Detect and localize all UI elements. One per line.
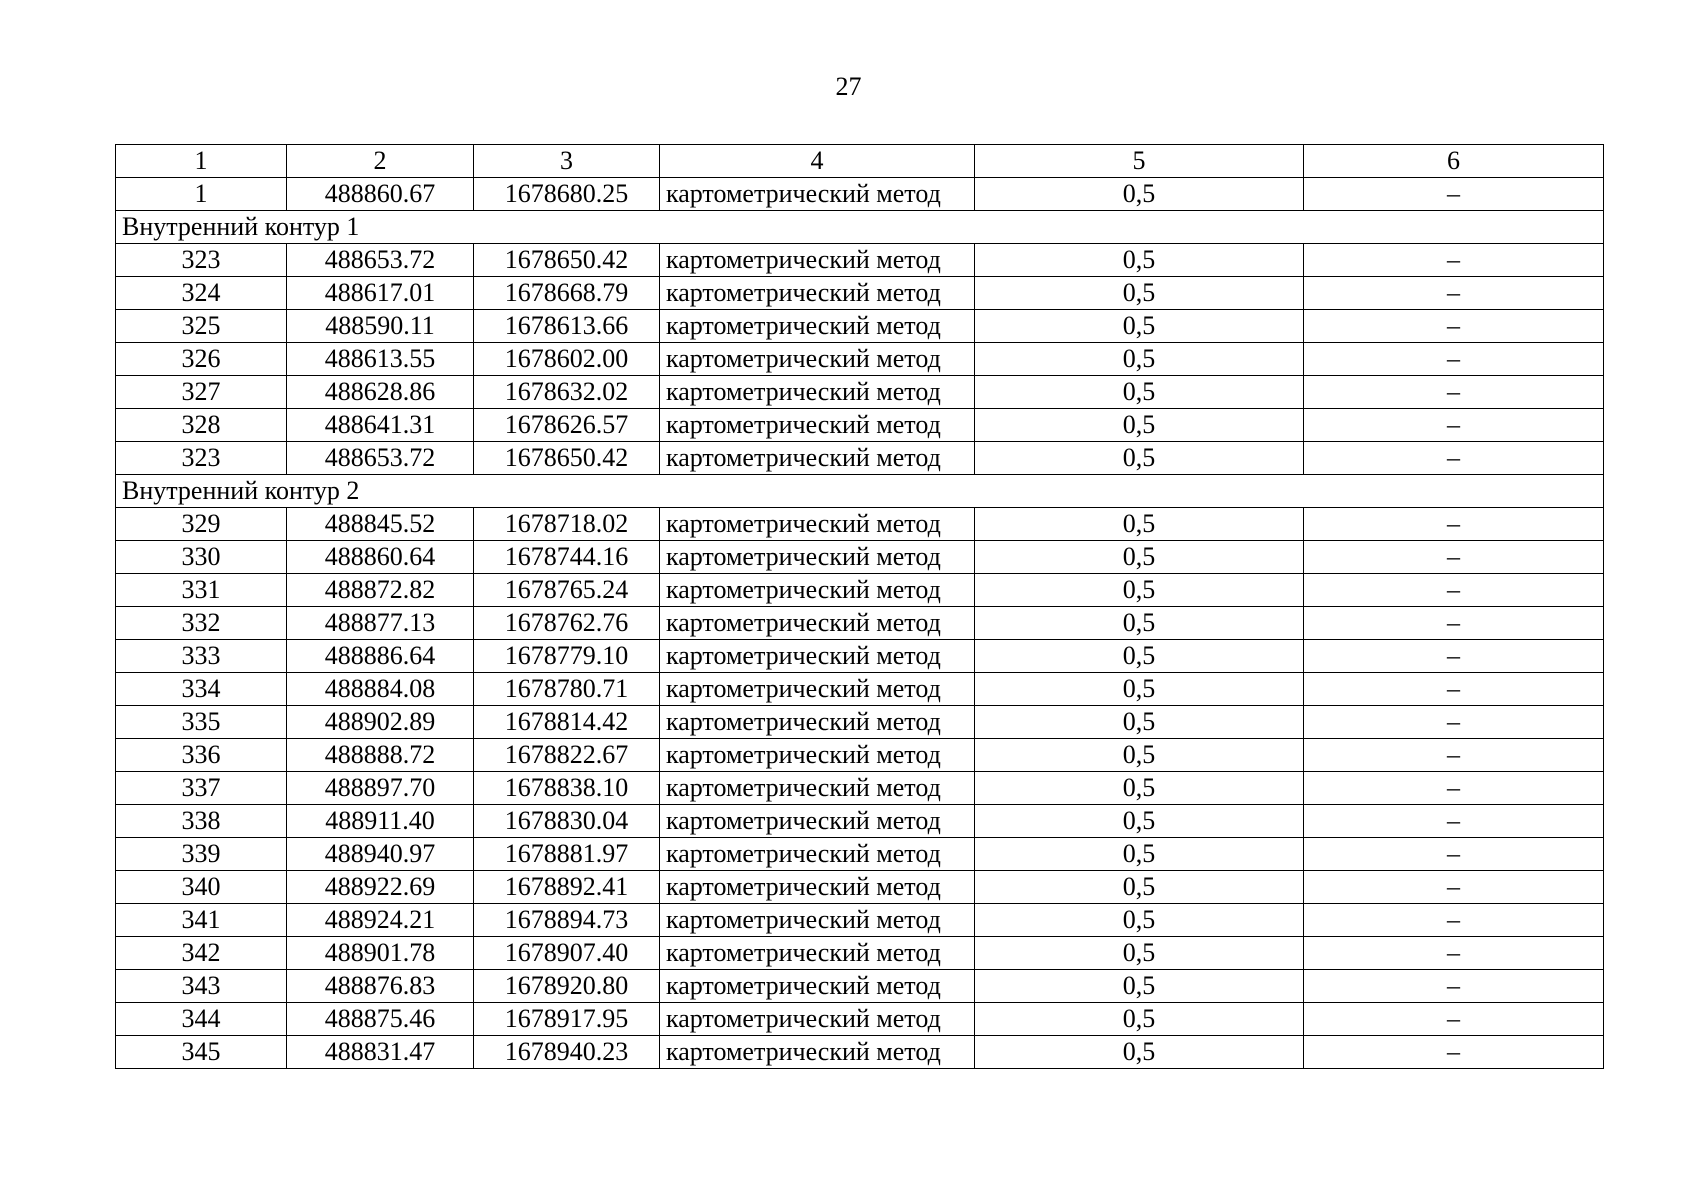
table-row	[116, 442, 1604, 475]
point-number-cell: 345	[116, 1036, 287, 1069]
accuracy-cell: 0,5	[975, 178, 1304, 211]
x-coordinate-cell: 488613.55	[287, 343, 474, 376]
x-coordinate-cell: 488617.01	[287, 277, 474, 310]
table-row	[116, 937, 1604, 970]
description-cell: –	[1304, 574, 1604, 607]
table-row	[116, 871, 1604, 904]
method-cell: картометрический метод	[660, 904, 975, 937]
column-number-cell: 5	[975, 145, 1304, 178]
accuracy-cell: 0,5	[975, 706, 1304, 739]
table-row	[116, 805, 1604, 838]
y-coordinate-cell: 1678881.97	[474, 838, 660, 871]
x-coordinate-cell: 488653.72	[287, 244, 474, 277]
description-cell: –	[1304, 706, 1604, 739]
x-coordinate-cell: 488875.46	[287, 1003, 474, 1036]
point-number-cell: 324	[116, 277, 287, 310]
description-cell: –	[1304, 739, 1604, 772]
point-number-cell: 341	[116, 904, 287, 937]
description-cell: –	[1304, 541, 1604, 574]
method-cell: картометрический метод	[660, 343, 975, 376]
table-row	[116, 904, 1604, 937]
table-row	[116, 376, 1604, 409]
y-coordinate-cell: 1678920.80	[474, 970, 660, 1003]
accuracy-cell: 0,5	[975, 607, 1304, 640]
table-row	[116, 838, 1604, 871]
method-cell: картометрический метод	[660, 541, 975, 574]
description-cell: –	[1304, 970, 1604, 1003]
x-coordinate-cell: 488590.11	[287, 310, 474, 343]
point-number-cell: 331	[116, 574, 287, 607]
x-coordinate-cell: 488911.40	[287, 805, 474, 838]
table-row	[116, 772, 1604, 805]
description-cell: –	[1304, 409, 1604, 442]
table-row	[116, 178, 1604, 211]
description-cell: –	[1304, 343, 1604, 376]
method-cell: картометрический метод	[660, 805, 975, 838]
column-number-cell: 4	[660, 145, 975, 178]
accuracy-cell: 0,5	[975, 739, 1304, 772]
y-coordinate-cell: 1678838.10	[474, 772, 660, 805]
accuracy-cell: 0,5	[975, 310, 1304, 343]
description-cell: –	[1304, 244, 1604, 277]
description-cell: –	[1304, 904, 1604, 937]
y-coordinate-cell: 1678907.40	[474, 937, 660, 970]
point-number-cell: 325	[116, 310, 287, 343]
y-coordinate-cell: 1678650.42	[474, 442, 660, 475]
table-row	[116, 706, 1604, 739]
page-number: 27	[835, 72, 862, 101]
x-coordinate-cell: 488922.69	[287, 871, 474, 904]
point-number-cell: 335	[116, 706, 287, 739]
x-coordinate-cell: 488886.64	[287, 640, 474, 673]
method-cell: картометрический метод	[660, 1036, 975, 1069]
description-cell: –	[1304, 772, 1604, 805]
description-cell: –	[1304, 376, 1604, 409]
table-row	[116, 640, 1604, 673]
accuracy-cell: 0,5	[975, 541, 1304, 574]
table-row	[116, 607, 1604, 640]
x-coordinate-cell: 488884.08	[287, 673, 474, 706]
y-coordinate-cell: 1678940.23	[474, 1036, 660, 1069]
method-cell: картометрический метод	[660, 244, 975, 277]
accuracy-cell: 0,5	[975, 838, 1304, 871]
x-coordinate-cell: 488924.21	[287, 904, 474, 937]
description-cell: –	[1304, 277, 1604, 310]
x-coordinate-cell: 488940.97	[287, 838, 474, 871]
y-coordinate-cell: 1678744.16	[474, 541, 660, 574]
accuracy-cell: 0,5	[975, 1036, 1304, 1069]
table-row	[116, 673, 1604, 706]
point-number-cell: 333	[116, 640, 287, 673]
y-coordinate-cell: 1678718.02	[474, 508, 660, 541]
y-coordinate-cell: 1678613.66	[474, 310, 660, 343]
method-cell: картометрический метод	[660, 673, 975, 706]
point-number-cell: 338	[116, 805, 287, 838]
section-label: Внутренний контур 2	[116, 475, 1604, 508]
description-cell: –	[1304, 1036, 1604, 1069]
accuracy-cell: 0,5	[975, 1003, 1304, 1036]
table-row	[116, 1036, 1604, 1069]
point-number-cell: 330	[116, 541, 287, 574]
description-cell: –	[1304, 838, 1604, 871]
method-cell: картометрический метод	[660, 310, 975, 343]
x-coordinate-cell: 488872.82	[287, 574, 474, 607]
x-coordinate-cell: 488860.67	[287, 178, 474, 211]
point-number-cell: 339	[116, 838, 287, 871]
point-number-cell: 342	[116, 937, 287, 970]
accuracy-cell: 0,5	[975, 970, 1304, 1003]
method-cell: картометрический метод	[660, 640, 975, 673]
point-number-cell: 340	[116, 871, 287, 904]
method-cell: картометрический метод	[660, 1003, 975, 1036]
point-number-cell: 1	[116, 178, 287, 211]
method-cell: картометрический метод	[660, 277, 975, 310]
accuracy-cell: 0,5	[975, 277, 1304, 310]
section-row	[116, 475, 1604, 508]
description-cell: –	[1304, 871, 1604, 904]
point-number-cell: 343	[116, 970, 287, 1003]
x-coordinate-cell: 488902.89	[287, 706, 474, 739]
x-coordinate-cell: 488876.83	[287, 970, 474, 1003]
x-coordinate-cell: 488628.86	[287, 376, 474, 409]
description-cell: –	[1304, 178, 1604, 211]
x-coordinate-cell: 488897.70	[287, 772, 474, 805]
y-coordinate-cell: 1678780.71	[474, 673, 660, 706]
method-cell: картометрический метод	[660, 838, 975, 871]
accuracy-cell: 0,5	[975, 904, 1304, 937]
accuracy-cell: 0,5	[975, 376, 1304, 409]
point-number-cell: 328	[116, 409, 287, 442]
method-cell: картометрический метод	[660, 508, 975, 541]
method-cell: картометрический метод	[660, 706, 975, 739]
method-cell: картометрический метод	[660, 607, 975, 640]
method-cell: картометрический метод	[660, 178, 975, 211]
y-coordinate-cell: 1678650.42	[474, 244, 660, 277]
point-number-cell: 344	[116, 1003, 287, 1036]
table-row	[116, 541, 1604, 574]
y-coordinate-cell: 1678814.42	[474, 706, 660, 739]
accuracy-cell: 0,5	[975, 772, 1304, 805]
point-number-cell: 329	[116, 508, 287, 541]
accuracy-cell: 0,5	[975, 574, 1304, 607]
method-cell: картометрический метод	[660, 871, 975, 904]
description-cell: –	[1304, 640, 1604, 673]
column-number-cell: 2	[287, 145, 474, 178]
x-coordinate-cell: 488831.47	[287, 1036, 474, 1069]
accuracy-cell: 0,5	[975, 937, 1304, 970]
method-cell: картометрический метод	[660, 937, 975, 970]
accuracy-cell: 0,5	[975, 442, 1304, 475]
column-number-cell: 6	[1304, 145, 1604, 178]
point-number-cell: 323	[116, 244, 287, 277]
point-number-cell: 327	[116, 376, 287, 409]
x-coordinate-cell: 488653.72	[287, 442, 474, 475]
y-coordinate-cell: 1678668.79	[474, 277, 660, 310]
accuracy-cell: 0,5	[975, 871, 1304, 904]
table-row	[116, 1003, 1604, 1036]
description-cell: –	[1304, 607, 1604, 640]
point-number-cell: 334	[116, 673, 287, 706]
y-coordinate-cell: 1678632.02	[474, 376, 660, 409]
table-row	[116, 970, 1604, 1003]
x-coordinate-cell: 488877.13	[287, 607, 474, 640]
y-coordinate-cell: 1678680.25	[474, 178, 660, 211]
y-coordinate-cell: 1678822.67	[474, 739, 660, 772]
accuracy-cell: 0,5	[975, 343, 1304, 376]
x-coordinate-cell: 488901.78	[287, 937, 474, 970]
y-coordinate-cell: 1678830.04	[474, 805, 660, 838]
table-row	[116, 343, 1604, 376]
y-coordinate-cell: 1678917.95	[474, 1003, 660, 1036]
y-coordinate-cell: 1678779.10	[474, 640, 660, 673]
description-cell: –	[1304, 442, 1604, 475]
table-row	[116, 409, 1604, 442]
point-number-cell: 326	[116, 343, 287, 376]
y-coordinate-cell: 1678602.00	[474, 343, 660, 376]
description-cell: –	[1304, 508, 1604, 541]
y-coordinate-cell: 1678626.57	[474, 409, 660, 442]
x-coordinate-cell: 488845.52	[287, 508, 474, 541]
method-cell: картометрический метод	[660, 442, 975, 475]
table-row	[116, 244, 1604, 277]
method-cell: картометрический метод	[660, 739, 975, 772]
accuracy-cell: 0,5	[975, 673, 1304, 706]
accuracy-cell: 0,5	[975, 409, 1304, 442]
table-body	[116, 145, 1604, 1069]
table-row	[116, 508, 1604, 541]
y-coordinate-cell: 1678762.76	[474, 607, 660, 640]
coordinates-table	[115, 144, 1604, 1069]
description-cell: –	[1304, 310, 1604, 343]
column-number-row	[116, 145, 1604, 178]
point-number-cell: 337	[116, 772, 287, 805]
y-coordinate-cell: 1678765.24	[474, 574, 660, 607]
accuracy-cell: 0,5	[975, 244, 1304, 277]
column-number-cell: 3	[474, 145, 660, 178]
x-coordinate-cell: 488641.31	[287, 409, 474, 442]
y-coordinate-cell: 1678892.41	[474, 871, 660, 904]
table-row	[116, 310, 1604, 343]
method-cell: картометрический метод	[660, 970, 975, 1003]
y-coordinate-cell: 1678894.73	[474, 904, 660, 937]
accuracy-cell: 0,5	[975, 805, 1304, 838]
point-number-cell: 323	[116, 442, 287, 475]
section-row	[116, 211, 1604, 244]
table-row	[116, 739, 1604, 772]
method-cell: картометрический метод	[660, 772, 975, 805]
method-cell: картометрический метод	[660, 574, 975, 607]
table-row	[116, 277, 1604, 310]
accuracy-cell: 0,5	[975, 508, 1304, 541]
point-number-cell: 332	[116, 607, 287, 640]
accuracy-cell: 0,5	[975, 640, 1304, 673]
description-cell: –	[1304, 673, 1604, 706]
description-cell: –	[1304, 937, 1604, 970]
method-cell: картометрический метод	[660, 409, 975, 442]
table-row	[116, 574, 1604, 607]
description-cell: –	[1304, 1003, 1604, 1036]
x-coordinate-cell: 488860.64	[287, 541, 474, 574]
method-cell: картометрический метод	[660, 376, 975, 409]
x-coordinate-cell: 488888.72	[287, 739, 474, 772]
point-number-cell: 336	[116, 739, 287, 772]
section-label: Внутренний контур 1	[116, 211, 1604, 244]
description-cell: –	[1304, 805, 1604, 838]
column-number-cell: 1	[116, 145, 287, 178]
